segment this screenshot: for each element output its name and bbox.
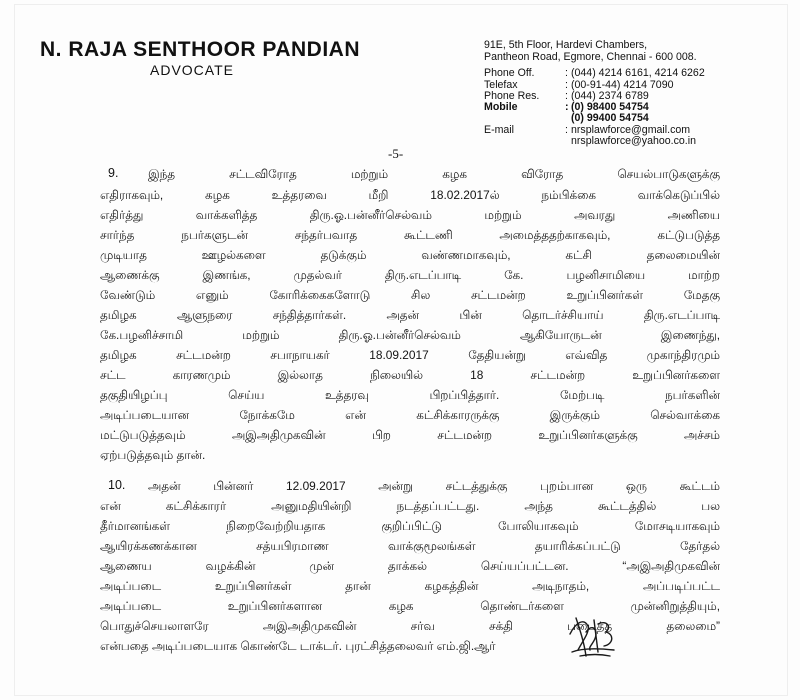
paragraph-line: இந்த சட்டவிரோத மற்றும் கழக விரோத செயல்பாடுகளுக்கு	[148, 167, 720, 181]
paragraph-line: ஆணைக்கு இணங்க, முதல்வர் திரு.எடப்பாடி கே. பழனிசாமியை மாற்ற	[100, 268, 720, 282]
office-address	[484, 40, 697, 63]
contact-label: Phone Res.	[484, 90, 540, 102]
paragraph-line: என்பதை அடிப்படையாக கொண்டே டாக்டர். புரட்சித்தலைவர் எம்.ஜி.ஆர்	[100, 639, 496, 653]
paragraph-line: தமிழக ஆளுநரை சந்தித்தார்கள். அதன் பின் தொடர்ச்சியாய் திரு.எடப்பாடி	[100, 308, 720, 322]
paragraph-line: ஏற்படுத்தவும் தான்.	[100, 448, 206, 462]
contact-label: Phone Off.	[484, 67, 535, 79]
contact-value: (0) 99400 54754	[571, 112, 649, 124]
contact-value: (00-91-44) 4214 7090	[571, 79, 674, 91]
signature-image	[566, 612, 620, 660]
paragraph-number: 10.	[108, 478, 126, 492]
contact-value: nrsplawforce@yahoo.co.in	[571, 135, 696, 147]
contact-value: (044) 4214 6161, 4214 6262	[571, 67, 705, 79]
paragraph-line: வேண்டும் எனும் கோரிக்கைகளோடு சில சட்டமன்ற உறுப்பினர்கள் மேதகு	[100, 288, 720, 302]
paragraph-line: பொதுச்செயலாளரே அஇஅதிமுகவின் சர்வ சக்தி படைத்த தலைமை”	[100, 619, 720, 633]
paragraph-line: அடிப்படையான நோக்கமே என் கட்சிக்காரருக்கு இருக்கும் செல்வாக்கை	[100, 408, 720, 422]
contact-label: Telefax	[484, 79, 518, 91]
paragraph-line: சட்ட காரணமும் இல்லாத நிலையில் 18 சட்டமன்ற உறுப்பினர்களை	[100, 368, 720, 382]
paragraph-line: அடிப்படை உறுப்பினர்களான கழக தொண்டர்களை முன்னிறுத்தியும்,	[100, 599, 720, 613]
paragraph-line: முடியாத ஊழல்களை தடுக்கும் வண்ணமாகவும், கட்சி தலைமையின்	[100, 248, 720, 262]
contact-value: (0) 98400 54754	[571, 101, 649, 113]
page-number: -5-	[388, 146, 404, 161]
contact-value: (044) 2374 6789	[571, 90, 649, 102]
advocate-name: N. RAJA SENTHOOR PANDIAN	[40, 38, 361, 61]
paragraph-line: கே.பழனிச்சாமி மற்றும் திரு.ஓ.பன்னீர்செல்வம் ஆகியோருடன் இணைந்து,	[100, 328, 720, 342]
paragraph-line: மட்டுபடுத்தவும் அஇஅதிமுகவின் பிற சட்டமன்ற உறுப்பினர்களுக்கு அச்சம்	[100, 428, 720, 442]
paragraph-line: அடிப்படை உறுப்பினர்கள் தான் கழகத்தின் அடிநாதம், அப்படிப்பட்ட	[100, 579, 720, 593]
paragraph-line: தகுதியிழப்பு செய்ய உத்தரவு பிறப்பித்தார். மேற்படி நபர்களின்	[100, 388, 720, 402]
paragraph-line: எதிராகவும், கழக உத்தரவை மீறி 18.02.2017ல் நம்பிக்கை வாக்கெடுப்பில்	[100, 188, 720, 202]
paragraph-line: அதன் பின்னர் 12.09.2017 அன்று சட்டத்துக்கு புறம்பான ஒரு கூட்டம்	[148, 479, 720, 493]
paragraph-line: தீர்மானங்கள் நிறைவேற்றியதாக குறிப்பிட்டு போலியாகவும் மோசடியாகவும்	[100, 519, 720, 533]
paragraph-line: எதிர்த்து வாக்களித்த திரு.ஓ.பன்னீர்செல்வம் மற்றும் அவரது அணியை	[100, 208, 720, 222]
paragraph-line: என் கட்சிக்காரர் அனுமதியின்றி நடத்தப்பட்டது. அந்த கூட்டத்தில் பல	[100, 499, 720, 513]
paragraph-line: சார்ந்த நபர்களுடன் சந்தர்பவாத கூட்டணி அமைத்ததற்காகவும், கட்டுபடுத்த	[100, 228, 720, 242]
letter-page: N. RAJA SENTHOOR PANDIAN ADVOCATE 91E, 5th Floor, Hardevi Chambers, Pantheon Road, Egmore, Chennai - 600 008. Phone Off. : (044) 4214 6161, 4214 6262 Telefax : (00-91-44) 4214 7090 Phone Res. : (044) 2374 6789 Mobile : (0) 98400 54754 (0) 99400 54754 E-mail : nrsplawforce@gmail.com nrsplawforce@yahoo.co.in -5- 9. இந்த சட்டவிரோத மற்றும் கழக விரோத செயல்பாடுகளுக்கு எதிராகவும், கழக உத்தரவை மீறி 18.02.2017ல் நம்பிக்கை வாக்கெடுப்பில் எதிர்த்து வாக்களித்த திரு.ஓ.பன்னீர்செல்வம் மற்றும் அவரது அணியை சார்ந்த நபர்களுடன் சந்தர்பவாத கூட்டணி அமைத்ததற்காகவும், கட்டுபடுத்த முடியாத ஊழல்களை தடுக்கும் வண்ணமாகவும், கட்சி தலைமையின் ஆணைக்கு இணங்க, முதல்வர் திரு.எடப்பாடி கே. பழனிசாமியை மாற்ற வேண்டும் எனும் கோரிக்கைகளோடு சில சட்டமன்ற உறுப்பினர்கள் மேதகு தமிழக ஆளுநரை சந்தித்தார்கள். அதன் பின் தொடர்ச்சியாய் திரு.எடப்பாடி கே.பழனிச்சாமி மற்றும் திரு.ஓ.பன்னீர்செல்வம் ஆகியோருடன் இணைந்து, தமிழக சட்டமன்ற சபாநாயகர் 18.09.2017 தேதியன்று எவ்வித முகாந்திரமும் சட்ட காரணமும் இல்லாத நிலையில் 18 சட்டமன்ற உறுப்பினர்களை தகுதியிழப்பு செய்ய உத்தரவு பிறப்பித்தார். மேற்படி நபர்களின் அடிப்படையான நோக்கமே என் கட்சிக்காரருக்கு இருக்கும் செல்வாக்கை மட்டுபடுத்தவும் அஇஅதிமுகவின் பிற சட்டமன்ற உறுப்பினர்களுக்கு அச்சம் ஏற்படுத்தவும் தான். 10. அதன் பின்னர் 12.09.2017 அன்று சட்டத்துக்கு புறம்பான ஒரு கூட்டம் என் கட்சிக்காரர் அனுமதியின்றி நடத்தப்பட்டது. அந்த கூட்டத்தில் பல தீர்மானங்கள் நிறைவேற்றியதாக குறிப்பிட்டு போலியாகவும் மோசடியாகவும் ஆயிரக்கணக்கான சத்யபிரமாண வாக்குமூலங்கள் தயாரிக்கப்பட்டு தேர்தல் ஆணைய வழக்கின் முன் தாக்கல் செய்யப்பட்டன. “அஇஅதிமுகவின் அடிப்படை உறுப்பினர்கள் தான் கழகத்தின் அடிநாதம், அப்படிப்பட்ட அடிப்படை உறுப்பினர்களான கழக தொண்டர்களை முன்னிறுத்தியும், பொதுச்செயலாளரே அஇஅதிமுகவின் சர்வ சக்தி படைத்த தலைமை” என்பதை அடிப்படையாக கொண்டே டாக்டர். புரட்சித்தலைவர் எம்.ஜி.ஆர்	[0, 0, 800, 700]
address-line: Pantheon Road, Egmore, Chennai - 600 008.	[484, 50, 697, 63]
paragraph-line: ஆயிரக்கணக்கான சத்யபிரமாண வாக்குமூலங்கள் தயாரிக்கப்பட்டு தேர்தல்	[100, 539, 720, 553]
paragraph-number: 9.	[108, 166, 119, 180]
paragraph-line: தமிழக சட்டமன்ற சபாநாயகர் 18.09.2017 தேதியன்று எவ்வித முகாந்திரமும்	[100, 348, 720, 362]
paragraph-line: ஆணைய வழக்கின் முன் தாக்கல் செய்யப்பட்டன. “அஇஅதிமுகவின்	[100, 559, 720, 573]
advocate-title: ADVOCATE	[150, 62, 234, 78]
contact-label: Mobile	[484, 101, 518, 113]
address-line: 91E, 5th Floor, Hardevi Chambers,	[484, 39, 648, 51]
contact-label: E-mail	[484, 124, 515, 136]
contact-value: nrsplawforce@gmail.com	[571, 124, 691, 136]
